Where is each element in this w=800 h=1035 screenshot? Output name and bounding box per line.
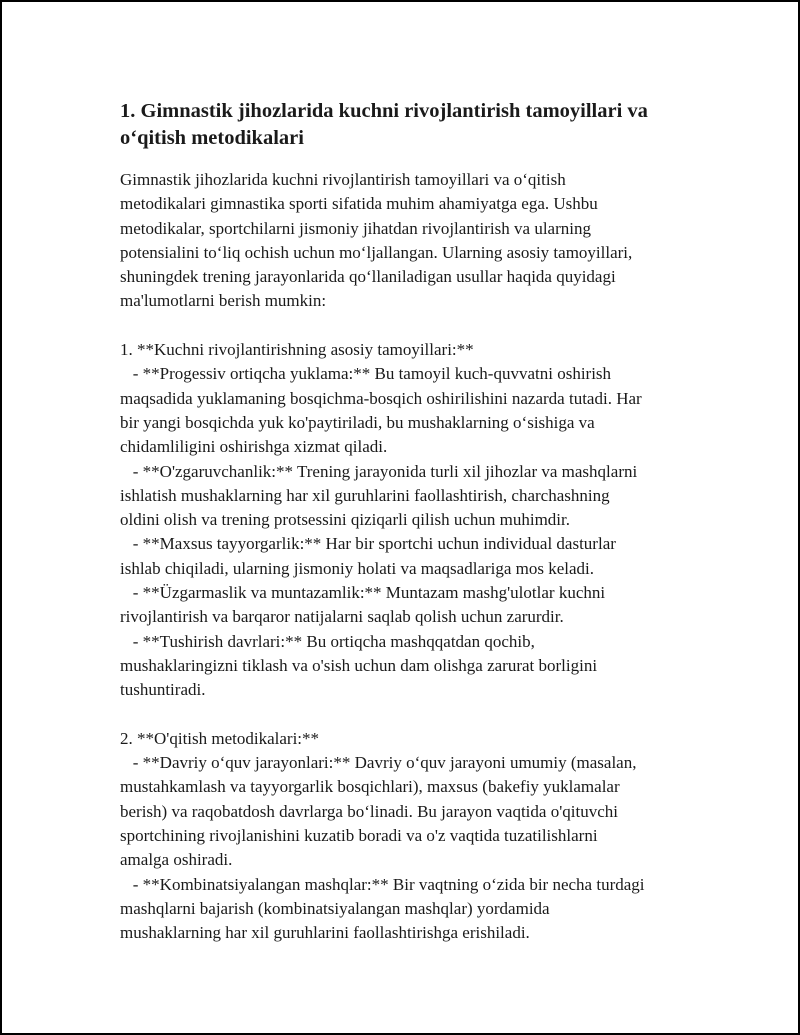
intro-line: metodikalari gimnastika sporti sifatida muhim ahamiyatga ega. Ushbu	[120, 194, 598, 214]
intro-line: Gimnastik jihozlarida kuchni rivojlantirish tamoyillari va o‘qitish	[120, 170, 566, 189]
section2-line: mushaklarning har xil guruhlarini faollashtirishga erishiladi.	[120, 923, 530, 943]
heading-line: 1. Gimnastik jihozlarida kuchni rivojlantirish tamoyillari va	[120, 100, 648, 122]
paragraph-spacer	[120, 703, 700, 727]
document-content	[120, 98, 700, 946]
section2-line: mustahkamlash va tayyorgarlik bosqichlari), maxsus (bakefiy yuklamalar	[120, 777, 620, 797]
paragraph-spacer	[120, 314, 700, 338]
section2-line: sportchining rivojlanishini kuzatib boradi va o'z vaqtida tuzatilishlarni	[120, 826, 598, 846]
intro-line: shuningdek trening jarayonlarida qo‘llaniladigan usullar haqida quyidagi	[120, 267, 616, 287]
section1-line: maqsadida yuklamaning bosqichma-bosqich oshirilishini nazarda tutadi. Har	[120, 388, 642, 408]
heading-line: o‘qitish metodikalari	[120, 127, 304, 149]
section2-line: - **Davriy o‘quv jarayonlari:** Davriy o‘quv jarayoni umumiy (masalan,	[120, 753, 637, 773]
section2-line: - **Kombinatsiyalangan mashqlar:** Bir vaqtning o‘zida bir necha turdagi	[120, 874, 645, 894]
section1-line: - **Progessiv ortiqcha yuklama:** Bu tamoyil kuch-quvvatni oshirish	[120, 364, 612, 384]
section1-line: tushuntiradi.	[120, 680, 206, 700]
section1-line: - **Üzgarmaslik va muntazamlik:** Muntazam mashg'ulotlar kuchni	[120, 583, 606, 603]
intro-line: metodikalar, sportchilarni jismoniy jihatdan rivojlantirish va ularning	[120, 218, 591, 238]
document-body	[120, 168, 700, 946]
section1-line: bir yangi bosqichda yuk ko'paytiriladi, bu mushaklarning o‘sishiga va	[120, 412, 595, 432]
intro-line: potensialini to‘liq ochish uchun mo‘ljallangan. Ularning asosiy tamoyillari,	[120, 242, 633, 262]
intro-line: ma'lumotlarni berish mumkin:	[120, 291, 327, 311]
section1-line: - **Maxsus tayyorgarlik:** Har bir sportchi uchun individual dasturlar	[120, 534, 616, 554]
section-heading	[120, 98, 700, 152]
section1-line: chidamliligini oshirishga xizmat qiladi.	[120, 437, 388, 457]
section1-line: - **O'zgaruvchanlik:** Trening jarayonida turli xil jihozlar va mashqlarni	[120, 461, 638, 481]
section2-line: amalga oshiradi.	[120, 850, 233, 870]
section2-line: berish) va raqobatdosh davrlarga bo‘linadi. Bu jarayon vaqtida o'qituvchi	[120, 801, 618, 821]
section1-line: ishlab chiqiladi, ularning jismoniy holati va maqsadlariga mos keladi.	[120, 558, 595, 578]
section1-line: rivojlantirish va barqaror natijalarni saqlab qolish uchun zarurdir.	[120, 607, 564, 627]
section1-line: ishlatish mushaklarning har xil guruhlarini faollashtirish, charchashning	[120, 485, 610, 505]
section1-line: oldini olish va trening protsessini qiziqarli qilish uchun muhimdir.	[120, 510, 570, 530]
section1-line: 1. **Kuchni rivojlantirishning asosiy tamoyillari:**	[120, 340, 474, 360]
section2-line: 2. **O'qitish metodikalari:**	[120, 728, 320, 748]
section1-line: mushaklaringizni tiklash va o'sish uchun dam olishga zarurat borligini	[120, 655, 598, 675]
section2-line: mashqlarni bajarish (kombinatsiyalangan mashqlar) yordamida	[120, 898, 550, 918]
section1-line: - **Tushirish davrlari:** Bu ortiqcha mashqqatdan qochib,	[120, 631, 535, 651]
